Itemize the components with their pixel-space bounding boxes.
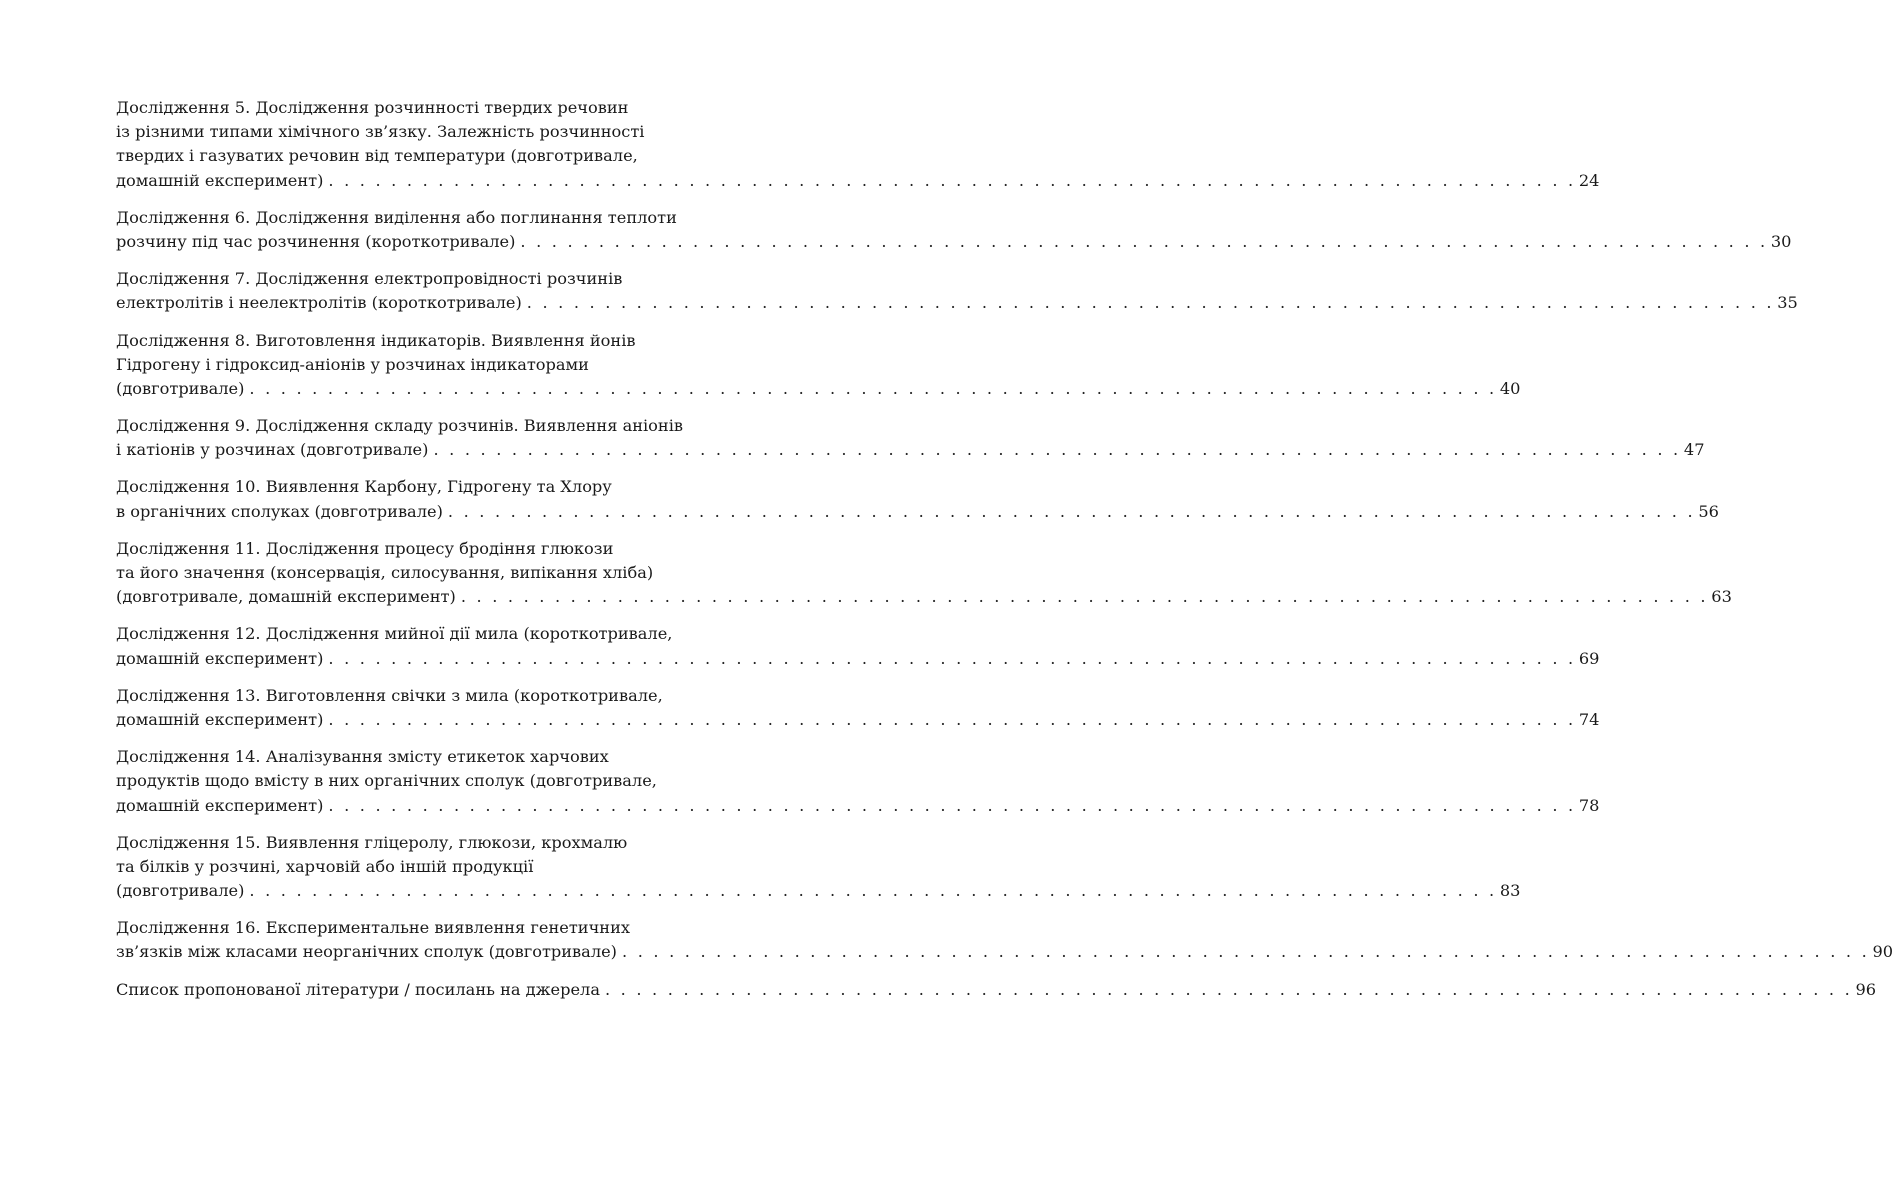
dot-leader: . . . . . . . . . . . . . . . . . . . . . . . . . . . . . . . . . . . . . . . . . . . . . . . . . . . . . . . . . . . . . . . . . . . . . . . . . . . . . . . . [249,881,1497,901]
toc-entry[interactable] [116,978,1877,1002]
toc-entry[interactable] [116,414,1705,462]
toc-entry-text: домашній експеримент) [116,795,324,815]
toc-entry[interactable] [116,622,1600,670]
toc-entry-text: із різними типами хімічного зв’язку. Залежність розчинності [116,122,645,142]
toc-entry-text: Дослідження 9. Дослідження складу розчинів. Виявлення аніонів [116,416,684,436]
toc-entry-text: Дослідження 13. Виготовлення свічки з мила (короткотривале, [116,685,663,705]
toc-entry-last-line [116,377,1521,401]
toc-entry-last-line [116,708,1600,732]
toc-entry-text: домашній експеримент) [116,170,324,190]
toc-entry-line [116,769,743,793]
toc-page-number: 96 [1855,979,1877,999]
toc-entry-last-line [116,978,1877,1002]
toc-entry-text: твердих і газуватих речовин від температури (довготривале, [116,146,638,166]
dot-leader: . . . . . . . . . . . . . . . . . . . . . . . . . . . . . . . . . . . . . . . . . . . . . . . . . . . . . . . . . . . . . . . . . . . . . . . . . . . . . . . . [433,440,1681,460]
toc-entry-line [116,831,743,855]
toc-entry-last-line [116,230,1792,254]
toc-entry-line [116,120,743,144]
toc-entry-line [116,855,743,879]
toc-entry[interactable] [116,475,1719,523]
dot-leader: . . . . . . . . . . . . . . . . . . . . . . . . . . . . . . . . . . . . . . . . . . . . . . . . . . . . . . . . . . . . . . . . . . . . . . . . . . . . . . . . [328,795,1576,815]
toc-entry-last-line [116,291,1798,315]
toc-page-number: 56 [1698,501,1719,521]
toc-entry-text: та білків у розчині, харчовій або іншій продукції [116,856,534,876]
toc-page-number: 63 [1711,587,1732,607]
toc-entry-line [116,745,743,769]
toc-entry-text: домашній експеримент) [116,648,324,668]
toc-entry-line [116,267,743,291]
toc-page-number: 47 [1683,440,1705,460]
toc-entry-line [116,916,743,940]
dot-leader: . . . . . . . . . . . . . . . . . . . . . . . . . . . . . . . . . . . . . . . . . . . . . . . . . . . . . . . . . . . . . . . . . . . . . . . . . . . . . . . . [604,979,1853,999]
toc-entry-text: Дослідження 15. Виявлення гліцеролу, глюкози, крохмалю [116,832,628,852]
toc-entry[interactable] [116,537,1732,610]
toc-page-number: 69 [1578,648,1600,668]
toc-page-number: 24 [1578,170,1600,190]
dot-leader: . . . . . . . . . . . . . . . . . . . . . . . . . . . . . . . . . . . . . . . . . . . . . . . . . . . . . . . . . . . . . . . . . . . . . . . . . . . . . . . . [622,942,1870,962]
toc-entry-text: продуктів щодо вмісту в них органічних сполук (довготривале, [116,771,657,791]
toc-entry-line [116,144,743,168]
toc-entry-text: Список пропонованої літератури / посилань на джерела [116,979,600,999]
toc-entry-line [116,353,743,377]
toc-entry-text: та його значення (консервація, силосування, випікання хліба) [116,563,654,582]
toc-entry-line [116,622,743,646]
dot-leader: . . . . . . . . . . . . . . . . . . . . . . . . . . . . . . . . . . . . . . . . . . . . . . . . . . . . . . . . . . . . . . . . . . . . . . . . . . . . . . . . [328,170,1576,190]
dot-leader: . . . . . . . . . . . . . . . . . . . . . . . . . . . . . . . . . . . . . . . . . . . . . . . . . . . . . . . . . . . . . . . . . . . . . . . . . . . . . . . . [328,648,1576,668]
dot-leader: . . . . . . . . . . . . . . . . . . . . . . . . . . . . . . . . . . . . . . . . . . . . . . . . . . . . . . . . . . . . . . . . . . . . . . . . . . . . . . . . [520,231,1768,251]
toc-page-number: 74 [1578,709,1600,729]
toc-page-number: 35 [1777,293,1798,313]
toc-entry-text: зв’язків між класами неорганічних сполук (довготривале) [116,942,617,962]
toc-entry-text: Гідрогену і гідроксид-аніонів у розчинах індикаторами [116,354,589,374]
toc-entry-line [116,684,743,708]
toc-entry-last-line [116,500,1719,524]
dot-leader: . . . . . . . . . . . . . . . . . . . . . . . . . . . . . . . . . . . . . . . . . . . . . . . . . . . . . . . . . . . . . . . . . . . . . . . . . . . . . . . . [526,293,1775,313]
toc-entry-last-line [116,169,1600,193]
toc-entry-line [116,414,743,438]
toc-entry-last-line [116,879,1521,903]
toc-entry-last-line [116,438,1705,462]
toc-entry-text: Дослідження 8. Виготовлення індикаторів. Виявлення йонів [116,330,636,350]
toc-entry-text: Дослідження 11. Дослідження процесу бродіння глюкози [116,538,614,558]
toc-entry-text: Дослідження 14. Аналізування змісту етикеток харчових [116,747,609,767]
toc-entry-last-line [116,940,1893,964]
dot-leader: . . . . . . . . . . . . . . . . . . . . . . . . . . . . . . . . . . . . . . . . . . . . . . . . . . . . . . . . . . . . . . . . . . . . . . . . . . . . . . . . [328,709,1576,729]
toc-entry-text: Дослідження 5. Дослідження розчинності твердих речовин [116,98,629,117]
toc-entry-line [116,475,743,499]
dot-leader: . . . . . . . . . . . . . . . . . . . . . . . . . . . . . . . . . . . . . . . . . . . . . . . . . . . . . . . . . . . . . . . . . . . . . . . . . . . . . . . . [249,378,1497,398]
toc-entry-text: в органічних сполуках (довготривале) [116,501,443,521]
toc-page-number: 40 [1499,378,1521,398]
toc-entry-line [116,96,743,120]
toc-entry-last-line [116,585,1732,609]
toc-entry-text: (довготривале) [116,378,245,398]
toc-entry-text: Дослідження 16. Експериментальне виявлення генетичних [116,918,631,938]
toc-entry[interactable] [116,329,1521,402]
toc-entry-text: електролітів і неелектролітів (короткотривале) [116,293,522,313]
toc-entry-line [116,537,743,561]
table-of-contents [116,96,1893,1015]
toc-entry-last-line [116,794,1600,818]
dot-leader: . . . . . . . . . . . . . . . . . . . . . . . . . . . . . . . . . . . . . . . . . . . . . . . . . . . . . . . . . . . . . . . . . . . . . . . . . . . . . . . . [460,587,1709,607]
toc-entry-text: і катіонів у розчинах (довготривале) [116,440,429,460]
toc-entry-text: Дослідження 7. Дослідження електропровідності розчинів [116,269,623,289]
toc-entry-text: розчину під час розчинення (короткотривале) [116,231,516,251]
toc-entry-last-line [116,647,1600,671]
toc-entry-text: Дослідження 10. Виявлення Карбону, Гідрогену та Хлору [116,477,612,497]
toc-entry[interactable] [116,206,1792,254]
toc-entry-line [116,329,743,353]
toc-entry-line [116,561,743,585]
toc-entry-text: Дослідження 12. Дослідження мийної дії мила (короткотривале, [116,624,673,644]
toc-entry-text: (довготривале, домашній експеримент) [116,587,456,607]
toc-entry-line [116,206,743,230]
toc-page-number: 30 [1770,231,1792,251]
toc-entry[interactable] [116,916,1893,964]
toc-entry[interactable] [116,267,1798,315]
toc-entry-text: домашній експеримент) [116,709,324,729]
toc-entry-text: (довготривале) [116,881,245,901]
toc-entry[interactable] [116,831,1521,904]
toc-page-number: 78 [1578,795,1600,815]
toc-entry[interactable] [116,684,1600,732]
toc-entry-text: Дослідження 6. Дослідження виділення або поглинання теплоти [116,207,677,227]
toc-page-number: 83 [1499,881,1521,901]
toc-entry[interactable] [116,745,1600,818]
toc-entry[interactable] [116,96,1600,193]
toc-page-number: 90 [1872,942,1893,962]
dot-leader: . . . . . . . . . . . . . . . . . . . . . . . . . . . . . . . . . . . . . . . . . . . . . . . . . . . . . . . . . . . . . . . . . . . . . . . . . . . . . . . . [447,501,1696,521]
